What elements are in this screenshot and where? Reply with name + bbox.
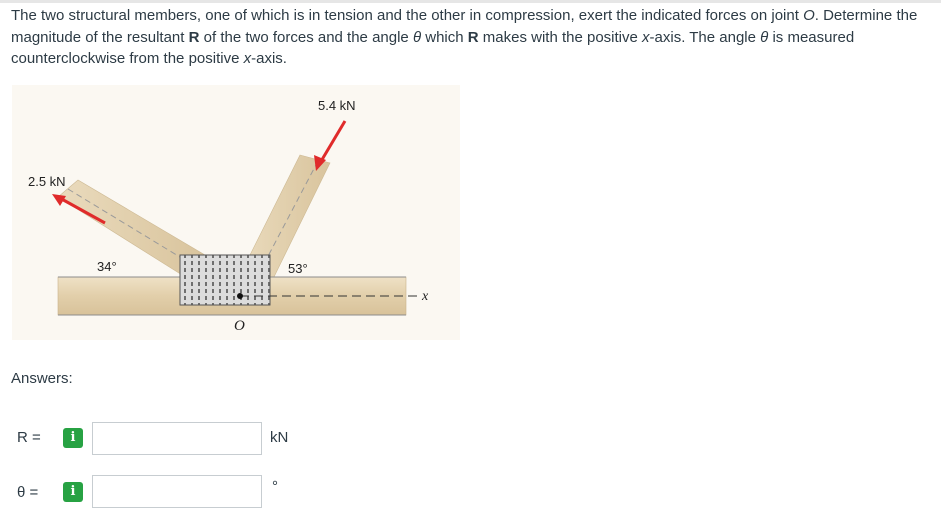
x-axis-label: x — [422, 289, 429, 304]
point-o-label: O — [234, 318, 245, 334]
joint-figure — [0, 85, 470, 345]
theta-unit: ° — [272, 478, 278, 495]
problem-statement: The two structural members, one of which is in tension and the other in compression, exert the indicated forces on joint O. Determine the magnitude of the resultant R of the two forces and the angle θ which R makes with the positive x-axis. The angle θ is measured counterclockwise from the positive x-axis. — [11, 7, 918, 67]
answers-heading: Answers: — [11, 370, 73, 387]
theta-info-icon[interactable]: i — [63, 482, 83, 502]
angle-right-label: 53° — [288, 261, 308, 276]
theta-label: θ = — [17, 484, 39, 501]
angle-left-label: 34° — [97, 259, 117, 274]
r-info-icon[interactable]: i — [63, 428, 83, 448]
gusset-plate — [180, 255, 270, 305]
r-label: R = — [17, 429, 41, 446]
r-unit: kN — [270, 429, 289, 446]
top-divider — [0, 0, 941, 3]
force-left-label: 2.5 kN — [28, 174, 66, 189]
r-answer-input[interactable] — [92, 422, 262, 455]
joint-point — [237, 293, 243, 299]
force-right-label: 5.4 kN — [318, 98, 356, 113]
theta-answer-input[interactable] — [92, 475, 262, 508]
